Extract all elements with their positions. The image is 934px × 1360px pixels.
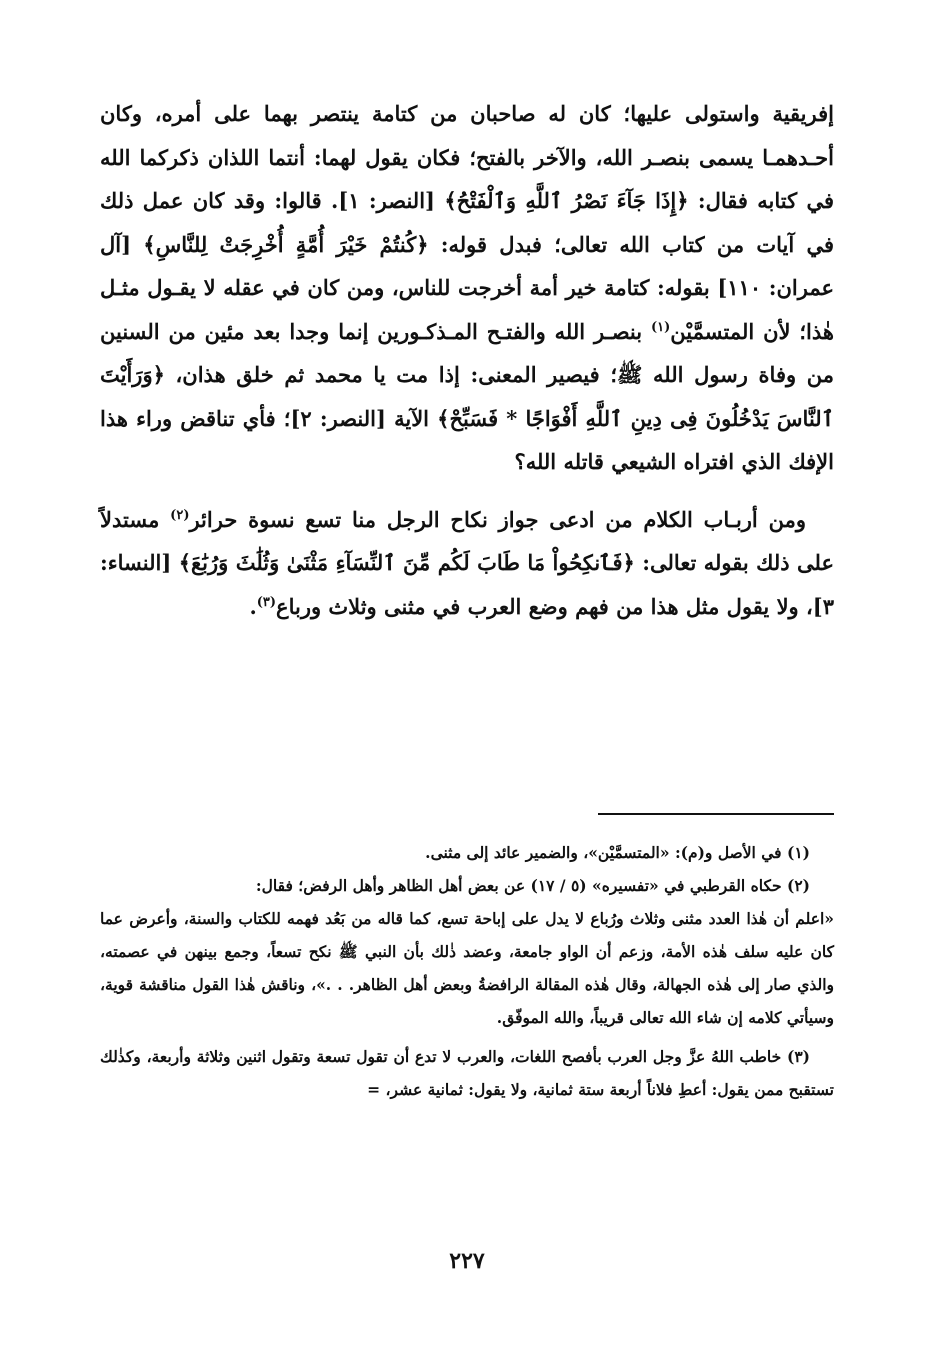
paragraph-1-text: إفريقية واستولى عليها؛ كان له صاحبان من كتامة ينتصر بهما على أمره، وكان أحـدهمـا يسمى بنصـر الله، والآخر بالفتح؛ فكان يقول لهما: أنتما اللذان ذكركما الله في كتابه فقال: ﴿إِذَا جَآءَ نَصْرُ ٱللَّهِ وَٱلْفَتْحُ﴾ [النصر: ١]. قالوا: وقد كان عمل ذلك في آيات من كتاب الله تعالى؛ فبدل قوله: ﴿كُنتُمْ خَيْرَ أُمَّةٍ أُخْرِجَتْ لِلنَّاسِ﴾ [آل عمران: ١١٠] بقوله: كتامة خير أمة أخرجت للناس، ومن كان في عقله لا يقـول مثـل هٰذا؛ لأن المتسمَّيْن — [100, 101, 835, 344]
footnote-ref-2: (٢) — [170, 507, 190, 523]
main-text — [100, 92, 834, 628]
footnote-2-quote: «اعلم أن هٰذا العدد مثنى وثلاث ورُباع لا يدل على إباحة تسع، كما قاله من بَعُد فهمه للكتاب والسنة، وأعرض عما كان عليه سلف هٰذه الأمة، وزعم أن الواو جامعة، وعضد ذٰلك بأن النبي ﷺ نكح تسعاً، وجمع بينهن في عصمته، والذي صار إلى هٰذه الجهالة، وقال هٰذه المقالة الرافضةُ وبعض أهل الظاهر. . .»، وناقش هٰذا القول مناقشة قوية، وسيأتي كلامه إن شاء الله تعالى قريباً، والله الموفّق. — [100, 909, 834, 1027]
footnote-1: (١) في الأصل و(م): «المتسمَّيْن»، والضمير عائد إلى مثنى. — [425, 843, 810, 862]
footnote-separator — [598, 813, 834, 815]
page-number: ٢٢٧ — [449, 1248, 485, 1274]
paragraph-2 — [100, 498, 834, 629]
footnote-ref-3: (٣) — [256, 594, 277, 610]
footnote-ref-1: (١) — [651, 319, 671, 335]
paragraph-2-text: ومن أربـاب الكلام من ادعى جواز نكاح الرجل منا تسع نسوة حرائر — [189, 506, 806, 532]
paragraph-1-continuation: بنصـر الله والفتـح المـذكـورين إنما وجدا بعد مئين من السنين من وفاة رسول الله ﷺ؛ فيصير المعنى: إذا مت يا محمد ثم خلق هذان، ﴿وَرَأَيْتَ ٱلنَّاسَ يَدْخُلُونَ فِى دِينِ ٱللَّهِ أَفْوَاجًا * فَسَبِّحْ﴾ الآية [النصر: ٢]؛ فأي تناقض وراء هذا الإفك الذي افتراه الشيعي قاتله الله؟ — [100, 318, 834, 474]
paragraph-2-continuation: مستدلاً على ذلك بقوله تعالى: ﴿فَٱنكِحُواْ مَا طَابَ لَكُم مِّنَ ٱلنِّسَآءِ مَثْنَىٰ وَثُلَٰثَ وَرُبَٰعَ﴾ [النساء: ٣]، ولا يقول مثل هذا من فهم وضع العرب في مثنى وثلاث ورباع — [100, 506, 834, 619]
paragraph-2-end: . — [249, 593, 257, 619]
footnote-3: (٣) خاطب اللهُ عزَّ وجل العرب بأفصح اللغات، والعرب لا تدع أن تقول تسعة وتقول اثنين وثلاثة وأربعة، وكذٰلك تستقبح ممن يقول: أعطِ فلاناً أربعة ستة ثمانية، ولا يقول: ثمانية عشر، = — [100, 1047, 834, 1099]
footnote-2: (٢) حكاه القرطبي في «تفسيره» (٥ / ١٧) عن بعض أهل الظاهر وأهل الرفض؛ فقال: — [255, 876, 810, 895]
footnotes — [100, 836, 834, 1106]
paragraph-1 — [100, 92, 834, 484]
